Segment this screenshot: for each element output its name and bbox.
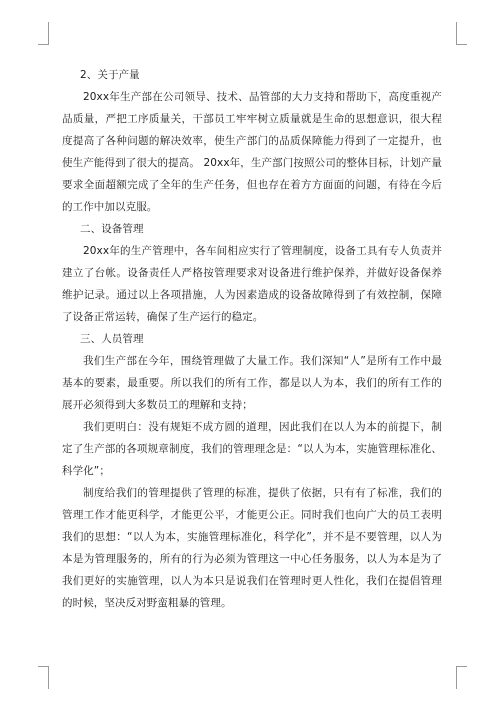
crop-mark-top-left [38,22,49,45]
crop-mark-bottom-right [456,666,467,689]
paragraph-personnel-2: 我们更明白：没有规矩不成方圆的道理，因此我们在以人为本的前提下，制定了生产部的各项规章制度，我们的管理理念是：“以人为本，实施管理标准化、科学化”； [62,421,442,477]
crop-mark-top-right [456,22,467,45]
paragraph-equipment: 20xx年的生产管理中，各车间相应实行了管理制度，设备工具有专人负责并建立了台帐。设备责任人严格按管理要求对设备进行维护保养，并做好设备保养维护记录。通过以上各项措施，人为因素造成的设备故障得到了有效控制，保障了设备正常运转，确保了生产运行的稳定。 [62,245,442,323]
paragraph-personnel-1: 我们生产部在今年，围绕管理做了大量工作。我们深知“人”是所有工作中最基本的要素，最重要。所以我们的所有工作，都是以人为本，我们的所有工作的展开必须得到大多数员工的理解和支持； [62,355,442,411]
document-body [62,64,442,614]
paragraph-output: 20xx年生产部在公司领导、技术、品管部的大力支持和帮助下，高度重视产品质量，严把工序质量关，干部员工牢牢树立质量就是生命的思想意识，很大程度提高了各种问题的解决效率，使生产部门的品质保障能力得到了一定提升，也使生产能得到了很大的提高。 20xx年，生产部门按照公司的整体目标，计划产量要求全面超额完成了全年的生产任务，但也存在着方方面面的问题，有待在今后的工作中加以克服。 [62,91,442,213]
paragraph-personnel-3: 制度给我们的管理提供了管理的标准，提供了依据，只有有了标准，我们的管理工作才能更科学，才能更公平，才能更公正。同时我们也向广大的员工表明我们的思想：“以人为本，实施管理标准化，科学化”，并不是不要管理，以人为本是为管理服务的，所有的行为必须为管理这一中心任务服务，以人为本是为了我们更好的实施管理，以人为本只是说我们在管理时更人性化，我们在提倡管理的时候，坚决反对野蛮粗暴的管理。 [62,487,442,609]
section-heading-output: 2、关于产量 [80,69,140,81]
crop-mark-bottom-left [38,666,49,689]
section-heading-personnel: 三、人员管理 [80,333,144,345]
section-heading-equipment: 二、设备管理 [80,223,144,235]
